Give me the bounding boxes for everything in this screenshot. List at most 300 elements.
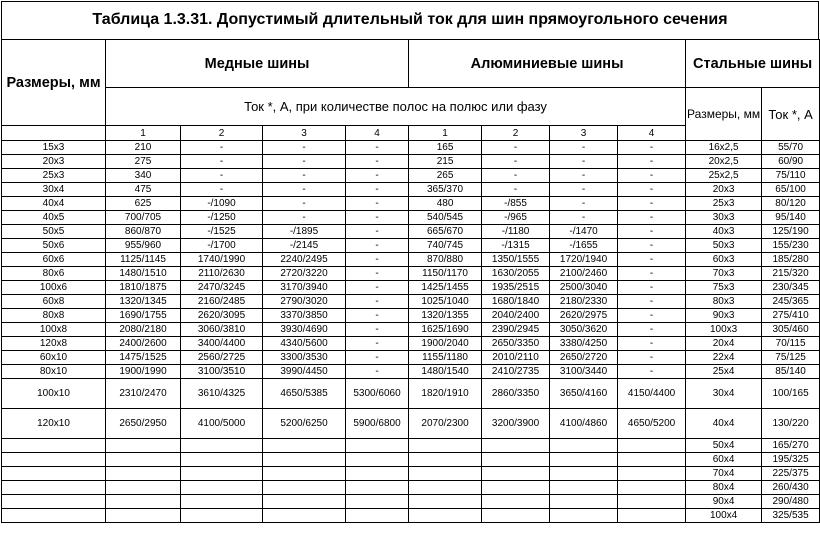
copper-1-cell: 1480/1510 [106,267,181,281]
copper-3-cell [263,495,346,509]
aluminium-2-cell: 1350/1555 [482,253,550,267]
steel-current-cell: 275/410 [762,309,820,323]
copper-4-cell [346,481,409,495]
aluminium-3-cell: - [550,169,618,183]
steel-size-cell: 60x4 [686,453,762,467]
copper-2-cell: 3100/3510 [181,365,263,379]
aluminium-1-cell: 740/745 [409,239,482,253]
copper-1-cell: 1320/1345 [106,295,181,309]
table-row [2,453,820,467]
size-cell: 20x3 [2,155,106,169]
steel-current-cell: 75/110 [762,169,820,183]
table-row [2,365,820,379]
steel-current-cell: 85/140 [762,365,820,379]
copper-4-cell: - [346,351,409,365]
aluminium-2-cell: 2650/3350 [482,337,550,351]
size-cell: 80x6 [2,267,106,281]
steel-size-cell: 25x4 [686,365,762,379]
steel-current-cell: 100/165 [762,379,820,409]
aluminium-2-cell: -/855 [482,197,550,211]
size-cell [2,453,106,467]
aluminium-2-cell [482,467,550,481]
aluminium-2-cell: 2010/2110 [482,351,550,365]
steel-size-cell: 70x4 [686,467,762,481]
copper-2-cell [181,481,263,495]
aluminium-3-cell: 2620/2975 [550,309,618,323]
steel-current-cell: 155/230 [762,239,820,253]
copper-4-cell: 5300/6060 [346,379,409,409]
steel-size-cell: 80x4 [686,481,762,495]
steel-size-cell: 20x2,5 [686,155,762,169]
aluminium-1-cell [409,481,482,495]
copper-2-cell: 3060/3810 [181,323,263,337]
steel-current-cell: 60/90 [762,155,820,169]
aluminium-2-cell: 2860/3350 [482,379,550,409]
aluminium-1-cell: 1625/1690 [409,323,482,337]
steel-current-header: Ток *, А [762,88,820,141]
steel-size-cell: 20x4 [686,337,762,351]
strip-count-header: 1 [106,126,181,141]
copper-1-cell: 2650/2950 [106,409,181,439]
aluminium-header: Алюминиевые шины [409,40,686,88]
copper-4-cell: - [346,169,409,183]
copper-2-cell: - [181,183,263,197]
copper-1-cell [106,495,181,509]
steel-size-cell: 50x4 [686,439,762,453]
aluminium-1-cell: 480 [409,197,482,211]
copper-2-cell [181,467,263,481]
copper-4-cell: - [346,281,409,295]
size-cell [2,481,106,495]
strip-count-header: 4 [618,126,686,141]
aluminium-2-cell: 2040/2400 [482,309,550,323]
aluminium-1-cell: 1820/1910 [409,379,482,409]
copper-2-cell [181,439,263,453]
copper-1-cell: 1900/1990 [106,365,181,379]
size-cell: 60x8 [2,295,106,309]
strip-count-header: 3 [263,126,346,141]
copper-1-cell [106,453,181,467]
table-row [2,309,820,323]
steel-current-cell: 125/190 [762,225,820,239]
page-title: Таблица 1.3.31. Допустимый длительный ток для шин прямоугольного сечения [1,1,819,39]
copper-3-cell: 3930/4690 [263,323,346,337]
copper-1-cell: 340 [106,169,181,183]
aluminium-4-cell: - [618,281,686,295]
size-cell: 25x3 [2,169,106,183]
copper-2-cell: 2560/2725 [181,351,263,365]
copper-1-cell: 625 [106,197,181,211]
steel-size-cell: 20x3 [686,183,762,197]
copper-1-cell: 275 [106,155,181,169]
aluminium-4-cell [618,509,686,523]
aluminium-1-cell: 1025/1040 [409,295,482,309]
copper-4-cell: - [346,323,409,337]
steel-size-cell: 16x2,5 [686,141,762,155]
copper-4-cell: - [346,155,409,169]
copper-4-cell: - [346,295,409,309]
copper-2-cell [181,495,263,509]
strip-count-header: 1 [409,126,482,141]
copper-2-cell: - [181,141,263,155]
aluminium-3-cell: 3050/3620 [550,323,618,337]
table-row [2,281,820,295]
steel-size-cell: 22x4 [686,351,762,365]
table-row [2,141,820,155]
aluminium-1-cell: 1900/2040 [409,337,482,351]
size-cell: 15x3 [2,141,106,155]
aluminium-2-cell [482,439,550,453]
aluminium-3-cell: 1720/1940 [550,253,618,267]
size-cell [2,495,106,509]
strip-count-header: 4 [346,126,409,141]
size-cell: 60x10 [2,351,106,365]
copper-4-cell: - [346,337,409,351]
table-container [1,1,819,541]
copper-3-cell: - [263,211,346,225]
copper-4-cell: - [346,239,409,253]
aluminium-2-cell: 1935/2515 [482,281,550,295]
table-row [2,337,820,351]
size-cell: 100x10 [2,379,106,409]
aluminium-1-cell [409,467,482,481]
size-cell: 80x10 [2,365,106,379]
table-row [2,295,820,309]
blank-cell [2,126,106,141]
copper-2-cell [181,453,263,467]
size-cell: 100x6 [2,281,106,295]
steel-current-cell: 55/70 [762,141,820,155]
steel-size-cell: 25x2,5 [686,169,762,183]
copper-2-cell: -/1700 [181,239,263,253]
aluminium-4-cell: - [618,365,686,379]
copper-1-cell [106,509,181,523]
table-row [2,495,820,509]
aluminium-2-cell: 1630/2055 [482,267,550,281]
copper-1-cell: 1810/1875 [106,281,181,295]
steel-current-cell: 95/140 [762,211,820,225]
copper-3-cell: - [263,155,346,169]
aluminium-3-cell: - [550,183,618,197]
copper-1-cell: 1690/1755 [106,309,181,323]
aluminium-3-cell: - [550,211,618,225]
copper-4-cell: - [346,309,409,323]
steel-size-cell: 90x3 [686,309,762,323]
copper-3-cell: -/1895 [263,225,346,239]
aluminium-1-cell: 1155/1180 [409,351,482,365]
size-cell: 120x10 [2,409,106,439]
copper-1-cell: 1125/1145 [106,253,181,267]
table-row [2,467,820,481]
aluminium-4-cell: - [618,351,686,365]
size-cell: 100x8 [2,323,106,337]
copper-1-cell: 2310/2470 [106,379,181,409]
aluminium-1-cell [409,509,482,523]
steel-current-cell: 260/430 [762,481,820,495]
copper-1-cell: 860/870 [106,225,181,239]
aluminium-3-cell: 3650/4160 [550,379,618,409]
aluminium-1-cell: 870/880 [409,253,482,267]
steel-current-cell: 230/345 [762,281,820,295]
aluminium-1-cell: 365/370 [409,183,482,197]
table-row [2,351,820,365]
copper-3-cell: -/2145 [263,239,346,253]
copper-1-cell: 2400/2600 [106,337,181,351]
current-table [1,39,820,523]
aluminium-3-cell [550,495,618,509]
aluminium-3-cell [550,509,618,523]
aluminium-2-cell: 3200/3900 [482,409,550,439]
copper-4-cell: 5900/6800 [346,409,409,439]
copper-3-cell [263,467,346,481]
copper-3-cell: 4650/5385 [263,379,346,409]
aluminium-3-cell [550,481,618,495]
steel-size-cell: 100x3 [686,323,762,337]
aluminium-4-cell: - [618,211,686,225]
steel-current-cell: 290/480 [762,495,820,509]
copper-4-cell: - [346,267,409,281]
table-row [2,253,820,267]
copper-2-cell: 3400/4400 [181,337,263,351]
size-cell [2,509,106,523]
aluminium-1-cell: 1150/1170 [409,267,482,281]
steel-current-cell: 215/320 [762,267,820,281]
steel-size-cell: 100x4 [686,509,762,523]
copper-2-cell: - [181,155,263,169]
aluminium-1-cell [409,439,482,453]
steel-current-cell: 75/125 [762,351,820,365]
aluminium-4-cell: - [618,197,686,211]
copper-2-cell: 1740/1990 [181,253,263,267]
copper-4-cell: - [346,365,409,379]
aluminium-4-cell: - [618,267,686,281]
copper-header: Медные шины [106,40,409,88]
aluminium-1-cell [409,495,482,509]
aluminium-4-cell: - [618,225,686,239]
aluminium-2-cell: -/965 [482,211,550,225]
table-row [2,409,820,439]
copper-1-cell: 955/960 [106,239,181,253]
copper-1-cell: 700/705 [106,211,181,225]
aluminium-2-cell: 1680/1840 [482,295,550,309]
copper-2-cell: 4100/5000 [181,409,263,439]
size-cell: 30x4 [2,183,106,197]
copper-2-cell: 2160/2485 [181,295,263,309]
copper-3-cell: 2720/3220 [263,267,346,281]
aluminium-4-cell: - [618,323,686,337]
copper-3-cell [263,509,346,523]
aluminium-1-cell: 215 [409,155,482,169]
aluminium-4-cell [618,495,686,509]
copper-3-cell: 4340/5600 [263,337,346,351]
steel-size-cell: 30x3 [686,211,762,225]
steel-current-cell: 195/325 [762,453,820,467]
table-row [2,239,820,253]
aluminium-3-cell: - [550,197,618,211]
aluminium-1-cell: 1480/1540 [409,365,482,379]
copper-2-cell: 3610/4325 [181,379,263,409]
copper-2-cell: 2110/2630 [181,267,263,281]
aluminium-4-cell [618,467,686,481]
aluminium-1-cell: 665/670 [409,225,482,239]
copper-3-cell [263,453,346,467]
copper-1-cell: 1475/1525 [106,351,181,365]
copper-3-cell: - [263,197,346,211]
copper-2-cell: -/1525 [181,225,263,239]
steel-size-cell: 40x3 [686,225,762,239]
aluminium-1-cell: 1320/1355 [409,309,482,323]
copper-3-cell: - [263,183,346,197]
aluminium-1-cell: 1425/1455 [409,281,482,295]
copper-4-cell: - [346,183,409,197]
aluminium-2-cell [482,453,550,467]
sizes-header: Размеры, мм [2,40,106,126]
steel-current-cell: 245/365 [762,295,820,309]
copper-2-cell: - [181,169,263,183]
aluminium-1-cell: 265 [409,169,482,183]
steel-current-cell: 70/115 [762,337,820,351]
table-row [2,323,820,337]
aluminium-3-cell: -/1470 [550,225,618,239]
copper-3-cell: 3370/3850 [263,309,346,323]
copper-4-cell [346,509,409,523]
steel-size-cell: 50x3 [686,239,762,253]
aluminium-3-cell: 3380/4250 [550,337,618,351]
aluminium-2-cell: 2410/2735 [482,365,550,379]
strip-count-header: 3 [550,126,618,141]
copper-3-cell [263,481,346,495]
steel-current-cell: 80/120 [762,197,820,211]
size-cell: 80x8 [2,309,106,323]
steel-size-cell: 40x4 [686,409,762,439]
aluminium-3-cell: 4100/4860 [550,409,618,439]
table-row [2,509,820,523]
copper-4-cell [346,439,409,453]
steel-header: Стальные шины [686,40,820,88]
aluminium-2-cell: - [482,155,550,169]
aluminium-2-cell: -/1180 [482,225,550,239]
table-row [2,183,820,197]
aluminium-4-cell [618,453,686,467]
copper-4-cell: - [346,253,409,267]
table-row [2,439,820,453]
aluminium-1-cell [409,453,482,467]
copper-4-cell [346,495,409,509]
aluminium-3-cell: - [550,141,618,155]
copper-3-cell: 3990/4450 [263,365,346,379]
size-cell: 40x5 [2,211,106,225]
aluminium-4-cell: - [618,239,686,253]
copper-1-cell [106,481,181,495]
copper-3-cell: 2790/3020 [263,295,346,309]
copper-4-cell: - [346,211,409,225]
copper-2-cell [181,509,263,523]
copper-1-cell: 475 [106,183,181,197]
aluminium-2-cell: - [482,183,550,197]
aluminium-4-cell: - [618,169,686,183]
aluminium-4-cell: - [618,155,686,169]
aluminium-3-cell: 2180/2330 [550,295,618,309]
aluminium-1-cell: 2070/2300 [409,409,482,439]
steel-current-cell: 225/375 [762,467,820,481]
copper-3-cell: 2240/2495 [263,253,346,267]
table-row [2,211,820,225]
steel-current-cell: 165/270 [762,439,820,453]
steel-current-cell: 185/280 [762,253,820,267]
aluminium-2-cell [482,495,550,509]
size-cell: 50x6 [2,239,106,253]
aluminium-2-cell [482,481,550,495]
steel-size-cell: 25x3 [686,197,762,211]
steel-size-cell: 70x3 [686,267,762,281]
copper-2-cell: 2620/3095 [181,309,263,323]
aluminium-2-cell: - [482,141,550,155]
steel-sizes-header: Размеры, мм [686,88,762,141]
aluminium-4-cell: - [618,295,686,309]
size-cell: 120x8 [2,337,106,351]
copper-2-cell: -/1090 [181,197,263,211]
steel-current-cell: 325/535 [762,509,820,523]
copper-3-cell: 5200/6250 [263,409,346,439]
steel-size-cell: 30x4 [686,379,762,409]
steel-current-cell: 130/220 [762,409,820,439]
copper-3-cell: 3170/3940 [263,281,346,295]
aluminium-3-cell [550,467,618,481]
copper-3-cell: 3300/3530 [263,351,346,365]
size-cell: 60x6 [2,253,106,267]
aluminium-3-cell: 3100/3440 [550,365,618,379]
aluminium-3-cell [550,453,618,467]
aluminium-2-cell: 2390/2945 [482,323,550,337]
steel-size-cell: 80x3 [686,295,762,309]
size-cell: 40x4 [2,197,106,211]
table-row [2,197,820,211]
aluminium-4-cell: 4150/4400 [618,379,686,409]
aluminium-3-cell: 2100/2460 [550,267,618,281]
table-row [2,225,820,239]
steel-current-cell: 65/100 [762,183,820,197]
copper-4-cell: - [346,141,409,155]
copper-4-cell [346,467,409,481]
table-row [2,169,820,183]
copper-3-cell [263,439,346,453]
aluminium-2-cell: -/1315 [482,239,550,253]
copper-2-cell: 2470/3245 [181,281,263,295]
aluminium-2-cell [482,509,550,523]
copper-3-cell: - [263,141,346,155]
steel-current-cell: 305/460 [762,323,820,337]
aluminium-4-cell: - [618,141,686,155]
aluminium-4-cell: - [618,253,686,267]
aluminium-3-cell [550,439,618,453]
size-cell [2,439,106,453]
current-note-header: Ток *, А, при количестве полос на полюс или фазу [106,88,686,126]
aluminium-1-cell: 540/545 [409,211,482,225]
size-cell [2,467,106,481]
aluminium-3-cell: -/1655 [550,239,618,253]
aluminium-3-cell: - [550,155,618,169]
table-row [2,481,820,495]
copper-1-cell: 2080/2180 [106,323,181,337]
aluminium-3-cell: 2500/3040 [550,281,618,295]
strip-count-header: 2 [482,126,550,141]
aluminium-3-cell: 2650/2720 [550,351,618,365]
copper-4-cell: - [346,197,409,211]
copper-3-cell: - [263,169,346,183]
aluminium-4-cell [618,481,686,495]
table-body [2,141,820,523]
copper-1-cell [106,439,181,453]
